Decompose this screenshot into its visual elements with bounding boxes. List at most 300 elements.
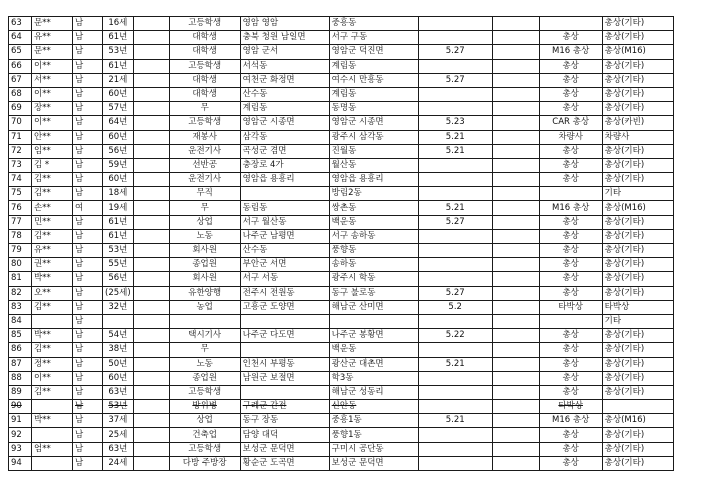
date-cell: 5.21 <box>418 130 492 144</box>
table-row <box>9 371 674 385</box>
injury-cell: 총상 <box>539 229 602 243</box>
row-number-cell: 67 <box>9 73 32 87</box>
age-cell: 50년 <box>103 357 134 371</box>
sex-cell: 남 <box>73 456 103 470</box>
home-address-cell: 전주시 전원동 <box>240 286 329 300</box>
injury-cell: 총상 <box>539 286 602 300</box>
incident-place-cell: 여수시 만흥동 <box>329 73 418 87</box>
sex-cell: 남 <box>73 414 103 428</box>
sex-cell: 남 <box>73 442 103 456</box>
injury-cell: 총상 <box>539 144 602 158</box>
row-number-cell: 70 <box>9 116 32 130</box>
date-cell <box>418 456 492 470</box>
table-row <box>9 400 674 414</box>
sex-cell: 남 <box>73 87 103 101</box>
home-address-cell: 서구 서동 <box>240 272 329 286</box>
incident-place-cell: 월산동 <box>329 158 418 172</box>
blank-col-cell <box>133 329 169 343</box>
incident-place-cell: 해남군 성동리 <box>329 385 418 399</box>
date-cell: 5.21 <box>418 414 492 428</box>
sex-cell: 남 <box>73 173 103 187</box>
home-address-cell: 산수동 <box>240 244 329 258</box>
name-cell: 문** <box>32 45 73 59</box>
sex-cell: 남 <box>73 102 103 116</box>
name-cell: 오** <box>32 286 73 300</box>
occupation-cell: 운전기사 <box>169 173 240 187</box>
incident-place-cell: 영암읍 용흥리 <box>329 173 418 187</box>
blank-col-2-cell <box>492 229 539 243</box>
blank-col-cell <box>133 456 169 470</box>
table-row <box>9 45 674 59</box>
home-address-cell: 곡성군 겸면 <box>240 144 329 158</box>
incident-place-cell: 백운동 <box>329 215 418 229</box>
name-cell: 박** <box>32 329 73 343</box>
age-cell: 53년 <box>103 400 134 414</box>
blank-col-2-cell <box>492 400 539 414</box>
injury-cell: 총상 <box>539 102 602 116</box>
row-number-cell: 83 <box>9 300 32 314</box>
cause-cell: 총상(기타) <box>602 456 673 470</box>
home-address-cell: 동림동 <box>240 201 329 215</box>
occupation-cell <box>169 314 240 328</box>
injury-cell <box>539 17 602 31</box>
injury-cell: M16 총상 <box>539 45 602 59</box>
cause-cell: 총상(기타) <box>602 87 673 101</box>
date-cell: 5.27 <box>418 45 492 59</box>
blank-col-cell <box>133 173 169 187</box>
date-cell: 5.27 <box>418 215 492 229</box>
home-address-cell: 인천시 부평동 <box>240 357 329 371</box>
incident-place-cell: 광주시 삼각동 <box>329 130 418 144</box>
occupation-cell: 노동 <box>169 357 240 371</box>
table-row <box>9 102 674 116</box>
incident-place-cell: 광주시 학동 <box>329 272 418 286</box>
injury-cell: 차량사 <box>539 130 602 144</box>
injury-cell: M16 총상 <box>539 201 602 215</box>
sex-cell: 남 <box>73 116 103 130</box>
date-cell <box>418 173 492 187</box>
occupation-cell: 무 <box>169 201 240 215</box>
table-row <box>9 456 674 470</box>
sex-cell: 남 <box>73 187 103 201</box>
date-cell <box>418 87 492 101</box>
injury-cell: 총상 <box>539 31 602 45</box>
date-cell <box>418 314 492 328</box>
blank-col-2-cell <box>492 59 539 73</box>
date-cell <box>418 244 492 258</box>
incident-place-cell: 구미시 공단동 <box>329 442 418 456</box>
injury-cell: 총상 <box>539 215 602 229</box>
blank-col-2-cell <box>492 158 539 172</box>
age-cell: 21세 <box>103 73 134 87</box>
date-cell: 5.23 <box>418 116 492 130</box>
row-number-cell: 86 <box>9 343 32 357</box>
blank-col-cell <box>133 286 169 300</box>
row-number-cell: 78 <box>9 229 32 243</box>
blank-col-2-cell <box>492 414 539 428</box>
sex-cell: 남 <box>73 428 103 442</box>
row-number-cell: 89 <box>9 385 32 399</box>
cause-cell: 총상(기타) <box>602 329 673 343</box>
blank-col-cell <box>133 17 169 31</box>
cause-cell: 총상(기타) <box>602 102 673 116</box>
occupation-cell: 운전기사 <box>169 144 240 158</box>
date-cell: 5.21 <box>418 201 492 215</box>
blank-col-2-cell <box>492 329 539 343</box>
table-row <box>9 357 674 371</box>
name-cell: 김** <box>32 343 73 357</box>
occupation-cell: 대학생 <box>169 87 240 101</box>
table-row <box>9 201 674 215</box>
home-address-cell: 계림동 <box>240 102 329 116</box>
blank-col-2-cell <box>492 187 539 201</box>
age-cell: 60년 <box>103 130 134 144</box>
blank-col-2-cell <box>492 45 539 59</box>
cause-cell: 총상(기타) <box>602 215 673 229</box>
row-number-cell: 66 <box>9 59 32 73</box>
row-number-cell: 92 <box>9 428 32 442</box>
blank-col-2-cell <box>492 173 539 187</box>
incident-place-cell <box>329 314 418 328</box>
name-cell <box>32 400 73 414</box>
row-number-cell: 68 <box>9 87 32 101</box>
incident-place-cell: 신안동 <box>329 400 418 414</box>
home-address-cell: 서구 월산동 <box>240 215 329 229</box>
cause-cell: 타박상 <box>602 300 673 314</box>
blank-col-2-cell <box>492 31 539 45</box>
name-cell: 임** <box>32 144 73 158</box>
cause-cell: 총상(기타) <box>602 73 673 87</box>
name-cell: 김** <box>32 187 73 201</box>
row-number-cell: 76 <box>9 201 32 215</box>
table-row <box>9 244 674 258</box>
blank-col-cell <box>133 314 169 328</box>
cause-cell: 차량사 <box>602 130 673 144</box>
occupation-cell: 고등학생 <box>169 59 240 73</box>
date-cell <box>418 272 492 286</box>
blank-col-2-cell <box>492 272 539 286</box>
occupation-cell: 무 <box>169 102 240 116</box>
blank-col-2-cell <box>492 371 539 385</box>
table-row <box>9 314 674 328</box>
date-cell <box>418 385 492 399</box>
cause-cell: 총상(기타) <box>602 428 673 442</box>
blank-col-cell <box>133 102 169 116</box>
blank-col-cell <box>133 385 169 399</box>
incident-place-cell: 해남군 산미면 <box>329 300 418 314</box>
occupation-cell: 종업원 <box>169 258 240 272</box>
blank-col-cell <box>133 442 169 456</box>
date-cell <box>418 258 492 272</box>
sex-cell: 남 <box>73 59 103 73</box>
date-cell <box>418 442 492 456</box>
date-cell <box>418 428 492 442</box>
row-number-cell: 64 <box>9 31 32 45</box>
blank-col-2-cell <box>492 116 539 130</box>
age-cell: 56년 <box>103 272 134 286</box>
age-cell: 57년 <box>103 102 134 116</box>
sex-cell: 남 <box>73 371 103 385</box>
cause-cell: 총상(M16) <box>602 201 673 215</box>
sex-cell: 남 <box>73 31 103 45</box>
occupation-cell: 재봉사 <box>169 130 240 144</box>
name-cell: 정** <box>32 357 73 371</box>
table-row <box>9 272 674 286</box>
blank-col-cell <box>133 144 169 158</box>
table-row <box>9 215 674 229</box>
sex-cell: 남 <box>73 343 103 357</box>
age-cell: 60년 <box>103 87 134 101</box>
blank-col-2-cell <box>492 343 539 357</box>
table-row <box>9 87 674 101</box>
age-cell: 37세 <box>103 414 134 428</box>
table-row <box>9 116 674 130</box>
cause-cell: 기타 <box>602 314 673 328</box>
cause-cell: 총상(기타) <box>602 229 673 243</box>
injury-cell: 총상 <box>539 258 602 272</box>
table-row <box>9 31 674 45</box>
incident-place-cell: 송하동 <box>329 258 418 272</box>
blank-col-2-cell <box>492 258 539 272</box>
sex-cell: 남 <box>73 130 103 144</box>
injury-cell: M16 총상 <box>539 414 602 428</box>
blank-col-cell <box>133 229 169 243</box>
occupation-cell: 회사원 <box>169 272 240 286</box>
incident-place-cell: 서구 구동 <box>329 31 418 45</box>
blank-col-2-cell <box>492 130 539 144</box>
blank-col-cell <box>133 258 169 272</box>
blank-col-cell <box>133 400 169 414</box>
sex-cell: 남 <box>73 400 103 414</box>
name-cell: 김** <box>32 173 73 187</box>
age-cell: 38년 <box>103 343 134 357</box>
blank-col-2-cell <box>492 286 539 300</box>
sex-cell: 남 <box>73 73 103 87</box>
name-cell: 이** <box>32 371 73 385</box>
home-address-cell: 충북 청원 남일면 <box>240 31 329 45</box>
casualty-table <box>8 16 674 471</box>
incident-place-cell: 보성군 문덕면 <box>329 456 418 470</box>
date-cell <box>418 229 492 243</box>
occupation-cell: 택시기사 <box>169 329 240 343</box>
cause-cell: 총상(기타) <box>602 385 673 399</box>
home-address-cell <box>240 343 329 357</box>
table-row <box>9 73 674 87</box>
home-address-cell: 나주군 남평면 <box>240 229 329 243</box>
injury-cell: 총상 <box>539 329 602 343</box>
home-address-cell: 영암 군서 <box>240 45 329 59</box>
sex-cell: 남 <box>73 258 103 272</box>
table-row <box>9 258 674 272</box>
table-row <box>9 385 674 399</box>
age-cell: 53년 <box>103 45 134 59</box>
home-address-cell: 고흥군 도양면 <box>240 300 329 314</box>
age-cell <box>103 314 134 328</box>
home-address-cell: 보성군 문덕면 <box>240 442 329 456</box>
age-cell: 25세 <box>103 428 134 442</box>
home-address-cell: 남원군 보절면 <box>240 371 329 385</box>
cause-cell: 총상(기타) <box>602 442 673 456</box>
occupation-cell: 고등학생 <box>169 17 240 31</box>
name-cell: 안** <box>32 130 73 144</box>
home-address-cell: 충장로 4가 <box>240 158 329 172</box>
injury-cell: 총상 <box>539 456 602 470</box>
name-cell: 박** <box>32 414 73 428</box>
blank-col-cell <box>133 73 169 87</box>
blank-col-2-cell <box>492 357 539 371</box>
name-cell: 김 * <box>32 158 73 172</box>
injury-cell: 총상 <box>539 158 602 172</box>
blank-col-2-cell <box>492 201 539 215</box>
occupation-cell: 방위병 <box>169 400 240 414</box>
incident-place-cell: 영암군 시종면 <box>329 116 418 130</box>
name-cell: 김** <box>32 229 73 243</box>
incident-place-cell: 영암군 덕진면 <box>329 45 418 59</box>
row-number-cell: 91 <box>9 414 32 428</box>
blank-col-2-cell <box>492 73 539 87</box>
blank-col-cell <box>133 158 169 172</box>
occupation-cell: 고등학생 <box>169 116 240 130</box>
date-cell <box>418 343 492 357</box>
injury-cell: 총상 <box>539 244 602 258</box>
age-cell: 54년 <box>103 329 134 343</box>
date-cell: 5.21 <box>418 144 492 158</box>
age-cell: 19세 <box>103 201 134 215</box>
incident-place-cell: 학3동 <box>329 371 418 385</box>
incident-place-cell: 풍향1동 <box>329 428 418 442</box>
age-cell: 32년 <box>103 300 134 314</box>
blank-col-cell <box>133 414 169 428</box>
age-cell: 61년 <box>103 229 134 243</box>
name-cell: 유** <box>32 31 73 45</box>
blank-col-cell <box>133 215 169 229</box>
cause-cell: 총상(기타) <box>602 286 673 300</box>
cause-cell: 총상(M16) <box>602 45 673 59</box>
age-cell: 60년 <box>103 371 134 385</box>
cause-cell: 총상(기타) <box>602 173 673 187</box>
blank-col-2-cell <box>492 300 539 314</box>
incident-place-cell: 광산군 대촌면 <box>329 357 418 371</box>
table-row <box>9 173 674 187</box>
home-address-cell: 동구 장동 <box>240 414 329 428</box>
blank-col-2-cell <box>492 87 539 101</box>
injury-cell: 총상 <box>539 357 602 371</box>
cause-cell: 총상(기타) <box>602 357 673 371</box>
blank-col-cell <box>133 343 169 357</box>
injury-cell: 총상 <box>539 442 602 456</box>
injury-cell: 총상 <box>539 59 602 73</box>
injury-cell: 총상 <box>539 428 602 442</box>
occupation-cell: 노동 <box>169 229 240 243</box>
injury-cell: 총상 <box>539 173 602 187</box>
blank-col-2-cell <box>492 244 539 258</box>
occupation-cell: 상업 <box>169 414 240 428</box>
occupation-cell: 농업 <box>169 300 240 314</box>
sex-cell: 남 <box>73 385 103 399</box>
injury-cell: 총상 <box>539 343 602 357</box>
blank-col-cell <box>133 45 169 59</box>
cause-cell: 총상(M16) <box>602 414 673 428</box>
blank-col-2-cell <box>492 102 539 116</box>
table-row <box>9 329 674 343</box>
name-cell: 김** <box>32 385 73 399</box>
blank-col-cell <box>133 201 169 215</box>
incident-place-cell: 계림동 <box>329 87 418 101</box>
sex-cell: 남 <box>73 314 103 328</box>
row-number-cell: 65 <box>9 45 32 59</box>
row-number-cell: 69 <box>9 102 32 116</box>
row-number-cell: 77 <box>9 215 32 229</box>
blank-col-2-cell <box>492 442 539 456</box>
row-number-cell: 84 <box>9 314 32 328</box>
occupation-cell: 상업 <box>169 215 240 229</box>
injury-cell: 타박상 <box>539 300 602 314</box>
table-row <box>9 442 674 456</box>
injury-cell: 총상 <box>539 87 602 101</box>
occupation-cell: 대학생 <box>169 73 240 87</box>
incident-place-cell: 중흥1동 <box>329 414 418 428</box>
occupation-cell: 무 <box>169 343 240 357</box>
cause-cell <box>602 400 673 414</box>
table-row <box>9 59 674 73</box>
incident-place-cell: 쌍촌동 <box>329 201 418 215</box>
blank-col-cell <box>133 244 169 258</box>
home-address-cell: 산수동 <box>240 87 329 101</box>
date-cell: 5.27 <box>418 73 492 87</box>
home-address-cell: 영암읍 용흥리 <box>240 173 329 187</box>
name-cell: 손** <box>32 201 73 215</box>
row-number-cell: 85 <box>9 329 32 343</box>
row-number-cell: 80 <box>9 258 32 272</box>
blank-col-cell <box>133 130 169 144</box>
cause-cell: 총상(기타) <box>602 272 673 286</box>
row-number-cell: 71 <box>9 130 32 144</box>
date-cell: 5.22 <box>418 329 492 343</box>
injury-cell: 총상 <box>539 385 602 399</box>
age-cell: 18세 <box>103 187 134 201</box>
date-cell <box>418 158 492 172</box>
age-cell: 63년 <box>103 385 134 399</box>
incident-place-cell: 나주군 봉황면 <box>329 329 418 343</box>
name-cell <box>32 456 73 470</box>
name-cell: 장** <box>32 102 73 116</box>
table-row <box>9 414 674 428</box>
row-number-cell: 94 <box>9 456 32 470</box>
name-cell <box>32 314 73 328</box>
injury-cell <box>539 187 602 201</box>
cause-cell: 총상(기타) <box>602 17 673 31</box>
date-cell <box>418 17 492 31</box>
home-address-cell <box>240 314 329 328</box>
name-cell: 이** <box>32 116 73 130</box>
name-cell: 문** <box>32 17 73 31</box>
occupation-cell: 종업원 <box>169 371 240 385</box>
home-address-cell <box>240 385 329 399</box>
table-row <box>9 17 674 31</box>
row-number-cell: 74 <box>9 173 32 187</box>
incident-place-cell: 계림동 <box>329 59 418 73</box>
date-cell: 5.21 <box>418 357 492 371</box>
cause-cell: 총상(기타) <box>602 144 673 158</box>
table-row <box>9 144 674 158</box>
home-address-cell: 나주군 다도면 <box>240 329 329 343</box>
incident-place-cell: 풍향동 <box>329 244 418 258</box>
date-cell <box>418 59 492 73</box>
table-row <box>9 187 674 201</box>
date-cell: 5.27 <box>418 286 492 300</box>
table-row <box>9 130 674 144</box>
row-number-cell: 73 <box>9 158 32 172</box>
